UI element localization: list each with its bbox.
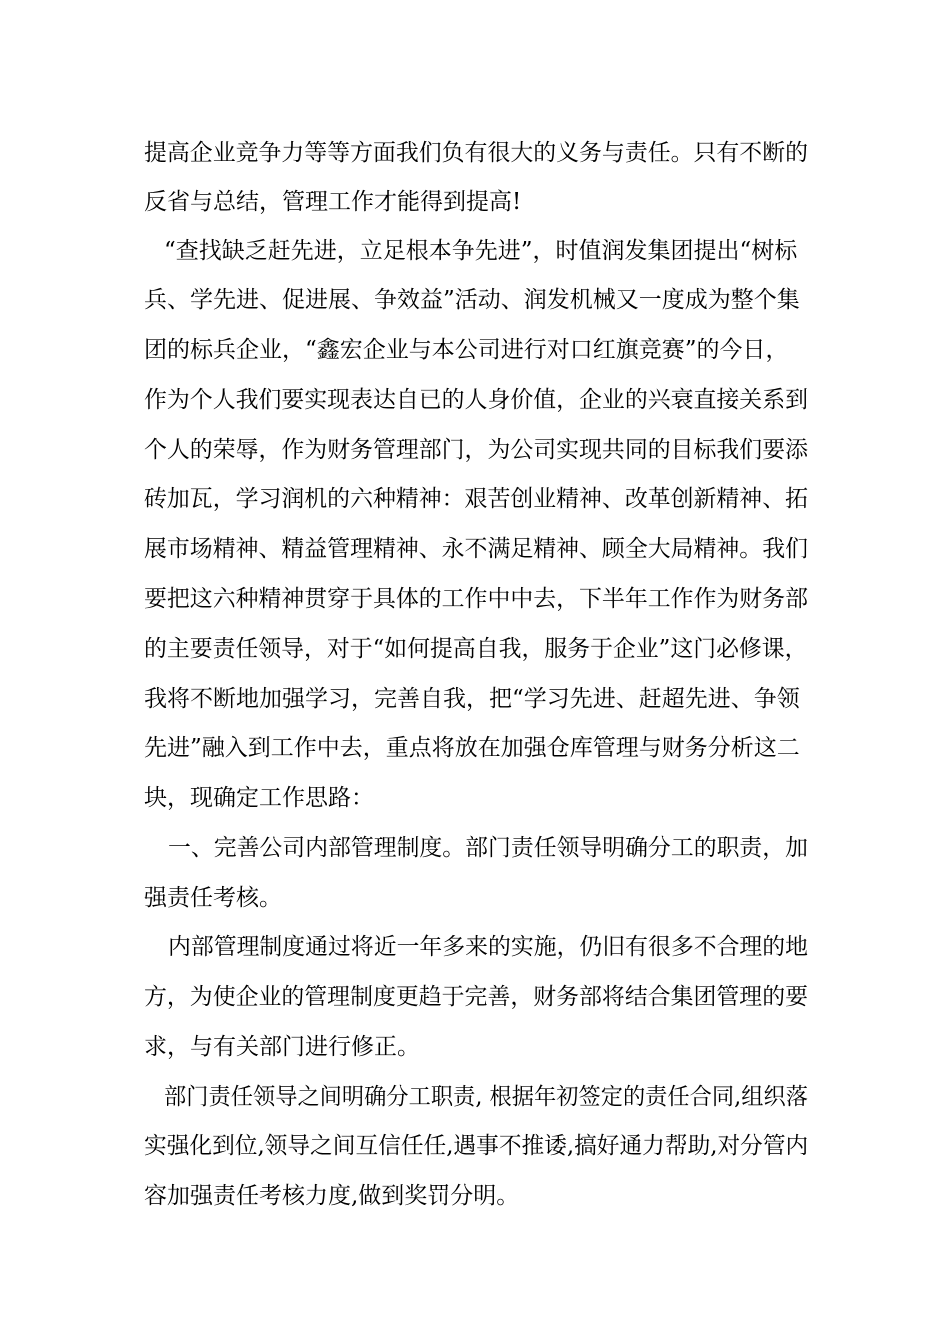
text-line-12: 我将不断地加强学习，完善自我，把“学习先进、赶超先进、争领: [144, 686, 800, 712]
text-line-15: 一、完善公司内部管理制度。部门责任领导明确分工的职责，加: [168, 835, 808, 861]
text-line-13: 先进”融入到工作中去，重点将放在加强仓库管理与财务分析这二: [144, 735, 800, 761]
text-line-14: 块，现确定工作思路：: [144, 785, 374, 811]
text-line-9: 展市场精神、精益管理精神、永不满足精神、顾全大局精神。我们: [144, 536, 808, 562]
text-line-7: 个人的荣辱，作为财务管理部门，为公司实现共同的目标我们要添: [144, 437, 808, 463]
text-line-19: 求，与有关部门进行修正。: [144, 1034, 420, 1060]
text-line-18: 方，为使企业的管理制度更趋于完善，财务部将结合集团管理的要: [144, 984, 808, 1010]
text-line-5: 团的标兵企业，“鑫宏企业与本公司进行对口红旗竞赛”的今日，: [144, 337, 789, 363]
text-line-21: 实强化到位,领导之间互信任任,遇事不推诿,搞好通力帮助,对分管内: [144, 1133, 809, 1159]
text-line-8: 砖加瓦，学习润机的六种精神：艰苦创业精神、改革创新精神、拓: [144, 486, 808, 512]
text-line-11: 的主要责任领导，对于“如何提高自我，服务于企业”这门必修课，: [144, 636, 808, 662]
text-line-16: 强责任考核。: [144, 885, 282, 911]
text-line-6: 作为个人我们要实现表达自已的人身价值，企业的兴衰直接关系到: [144, 387, 808, 413]
text-line-10: 要把这六种精神贯穿于具体的工作中中去，下半年工作作为财务部: [144, 586, 808, 612]
text-line-4: 兵、学先进、促进展、争效益”活动、润发机械又一度成为整个集: [144, 287, 800, 313]
text-line-22: 容加强责任考核力度,做到奖罚分明。: [144, 1183, 520, 1209]
text-line-3: “查找缺乏赶先进，立足根本争先进”，时值润发集团提出“树标: [164, 238, 798, 264]
text-line-20: 部门责任领导之间明确分工职责, 根据年初签定的责任合同,组织落: [164, 1084, 808, 1110]
text-line-17: 内部管理制度通过将近一年多来的实施，仍旧有很多不合理的地: [168, 934, 808, 960]
text-line-2: 反省与总结，管理工作才能得到提高!: [144, 189, 522, 215]
text-line-1: 提高企业竞争力等等方面我们负有很大的义务与责任。只有不断的: [144, 140, 808, 166]
